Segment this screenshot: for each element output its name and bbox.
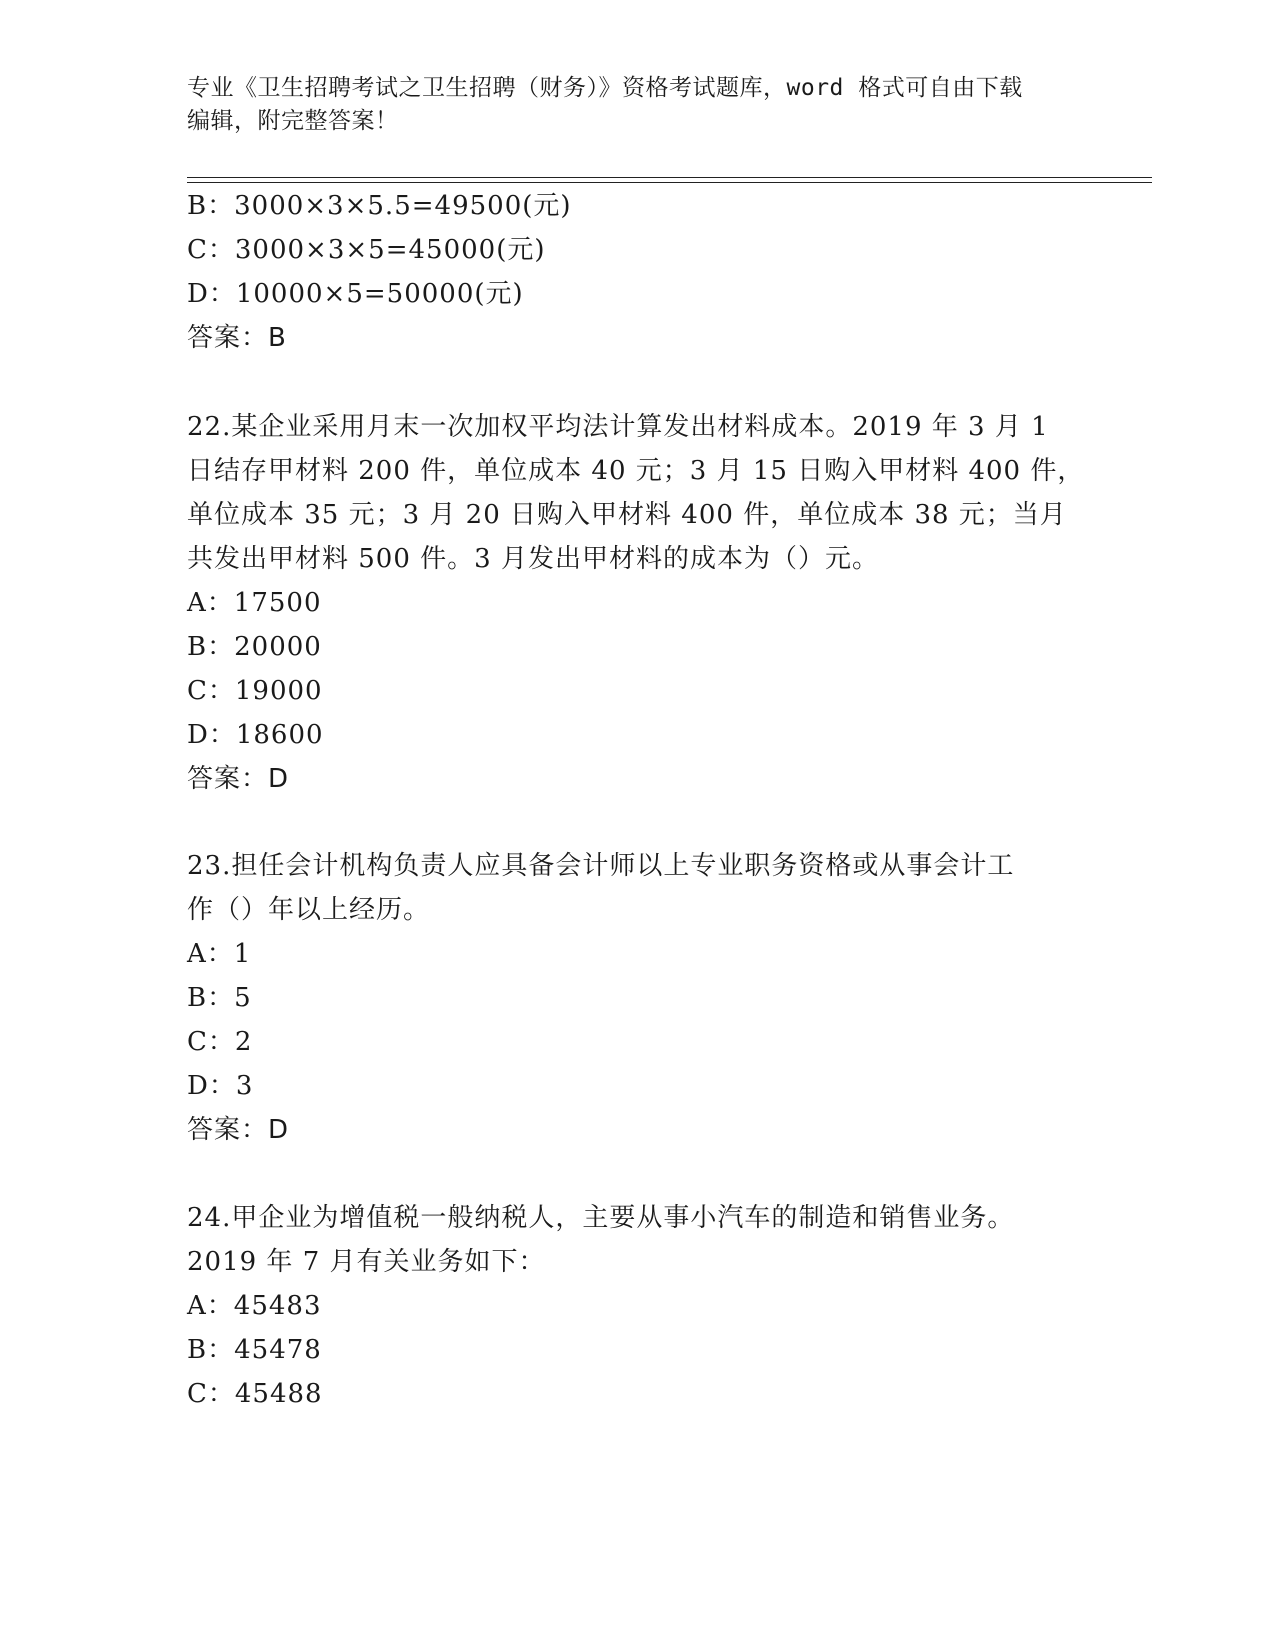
document-header bbox=[187, 72, 1067, 138]
q22-stem-line-4: 共发出甲材料 500 件。3 月发出甲材料的成本为（）元。 bbox=[187, 544, 879, 574]
q22-stem-line-2: 日结存甲材料 200 件，单位成本 40 元；3 月 15 日购入甲材料 400 件， bbox=[187, 456, 1085, 486]
q23-option-a: A：1 bbox=[187, 939, 252, 969]
q24-stem-line-2: 2019 年 7 月有关业务如下： bbox=[187, 1247, 546, 1277]
q24-stem-line-1: 24.甲企业为增值税一般纳税人，主要从事小汽车的制造和销售业务。 bbox=[187, 1203, 1015, 1233]
q23-option-d: D：3 bbox=[187, 1071, 254, 1101]
q22-option-d: D：18600 bbox=[187, 720, 324, 750]
q22-option-b: B：20000 bbox=[187, 632, 322, 662]
header-divider-top bbox=[187, 177, 1152, 178]
q23-answer: 答案：D bbox=[187, 1115, 290, 1145]
header-line-2: 编辑，附完整答案！ bbox=[187, 108, 399, 134]
q24-option-b: B：45478 bbox=[187, 1335, 322, 1365]
q23-stem-line-2: 作（）年以上经历。 bbox=[187, 895, 431, 925]
q23-option-b: B：5 bbox=[187, 983, 252, 1013]
q22-stem-line-1: 22.某企业采用月末一次加权平均法计算发出材料成本。2019 年 3 月 1 bbox=[187, 412, 1049, 442]
q21-answer: 答案：B bbox=[187, 323, 287, 353]
q24-option-a: A：45483 bbox=[187, 1291, 322, 1321]
q22-option-c: C：19000 bbox=[187, 676, 323, 706]
q24-option-c: C：45488 bbox=[187, 1379, 323, 1409]
q21-option-c: C：3000×3×5=45000(元) bbox=[187, 235, 546, 265]
q22-option-a: A：17500 bbox=[187, 588, 322, 618]
header-line-1: 专业《卫生招聘考试之卫生招聘（财务）》资格考试题库，word 格式可自由下载 bbox=[187, 75, 1023, 101]
q21-option-d: D：10000×5=50000(元) bbox=[187, 279, 524, 309]
q23-stem-line-1: 23.担任会计机构负责人应具备会计师以上专业职务资格或从事会计工 bbox=[187, 851, 1015, 881]
q21-option-b: B：3000×3×5.5=49500(元) bbox=[187, 191, 572, 221]
q22-stem-line-3: 单位成本 35 元；3 月 20 日购入甲材料 400 件，单位成本 38 元；当月 bbox=[187, 500, 1067, 530]
q22-answer: 答案：D bbox=[187, 764, 290, 794]
q23-option-c: C：2 bbox=[187, 1027, 253, 1057]
